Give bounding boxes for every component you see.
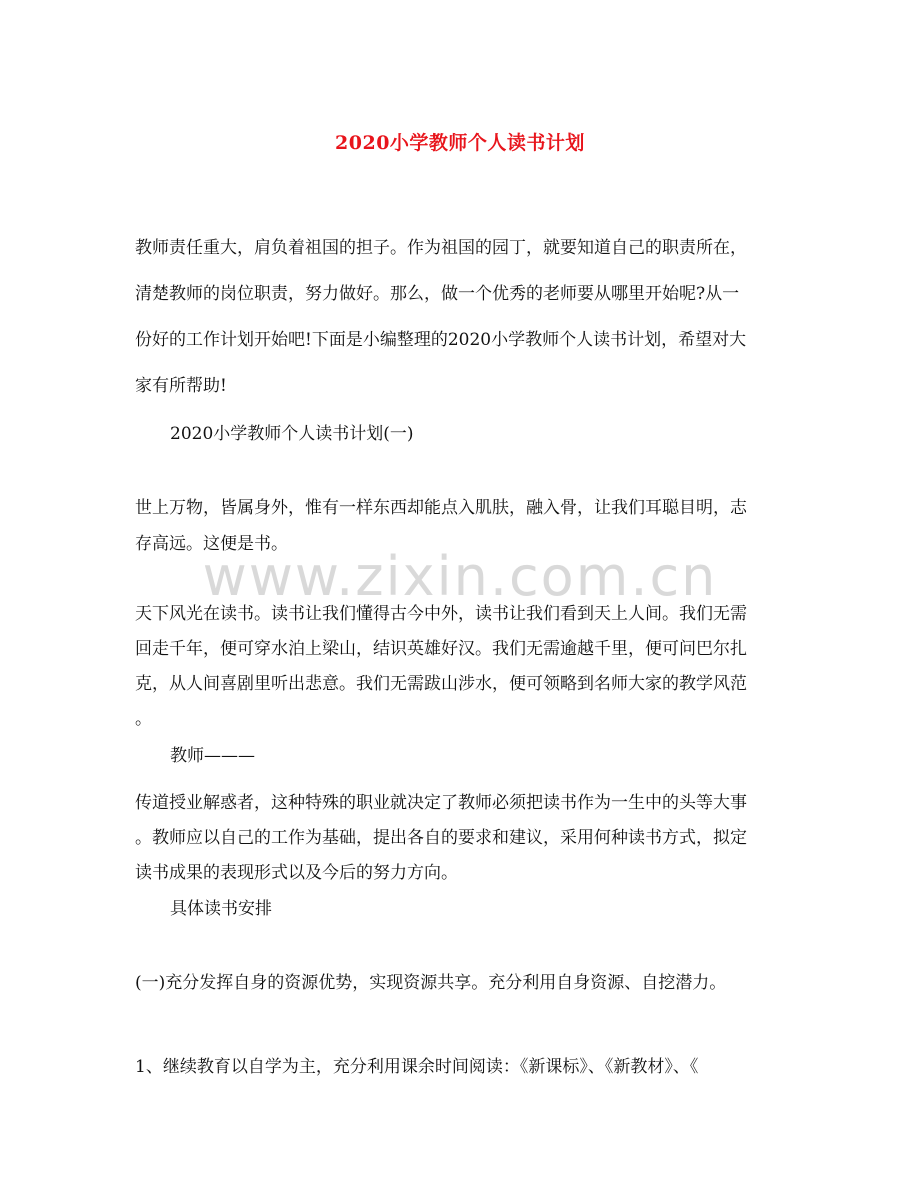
subheading: 具体读书安排	[170, 899, 272, 919]
paragraph-line: 天下风光在读书。读书让我们懂得古今中外，读书让我们看到天上人间。我们无需	[135, 604, 747, 624]
paragraph-line: 克，从人间喜剧里听出悲意。我们无需跋山涉水，便可领略到名师大家的教学风范	[135, 674, 747, 694]
paragraph-line: 回走千年，便可穿水泊上梁山，结识英雄好汉。我们无需逾越千里，便可问巴尔扎	[135, 639, 747, 659]
paragraph-line: 世上万物，皆属身外，惟有一样东西却能点入肌肤，融入骨，让我们耳聪目明，志	[135, 498, 747, 518]
list-item: 1、继续教育以自学为主，充分利用课余时间阅读：《新课标》、《新教材》、《	[135, 1057, 699, 1077]
paragraph-line: 清楚教师的岗位职责，努力做好。那么，做一个优秀的老师要从哪里开始呢?从一	[135, 284, 740, 304]
paragraph-line: 。教师应以自己的工作为基础，提出各自的要求和建议，采用何种读书方式，拟定	[135, 828, 747, 848]
paragraph-line: 读书成果的表现形式以及今后的努力方向。	[135, 863, 458, 883]
subheading: 教师———	[170, 746, 255, 766]
watermark: www.zixin.com.cn	[202, 545, 718, 608]
paragraph-line: 份好的工作计划开始吧!下面是小编整理的2020小学教师个人读书计划，希望对大	[135, 330, 747, 350]
list-item: (一)充分发挥自身的资源优势，实现资源共享。充分利用自身资源、自挖潜力。	[135, 973, 727, 993]
paragraph-line: 教师责任重大，肩负着祖国的担子。作为祖国的园丁，就要知道自己的职责所在，	[135, 238, 747, 258]
paragraph-line: 家有所帮助!	[135, 376, 227, 396]
paragraph-line: 传道授业解惑者，这种特殊的职业就决定了教师必须把读书作为一生中的头等大事	[135, 793, 747, 813]
paragraph-line: 存高远。这便是书。	[135, 534, 288, 554]
paragraph-line: 。	[135, 709, 152, 729]
section-heading: 2020小学教师个人读书计划(一)	[170, 424, 414, 444]
document-title: 2020小学教师个人读书计划	[335, 132, 585, 154]
